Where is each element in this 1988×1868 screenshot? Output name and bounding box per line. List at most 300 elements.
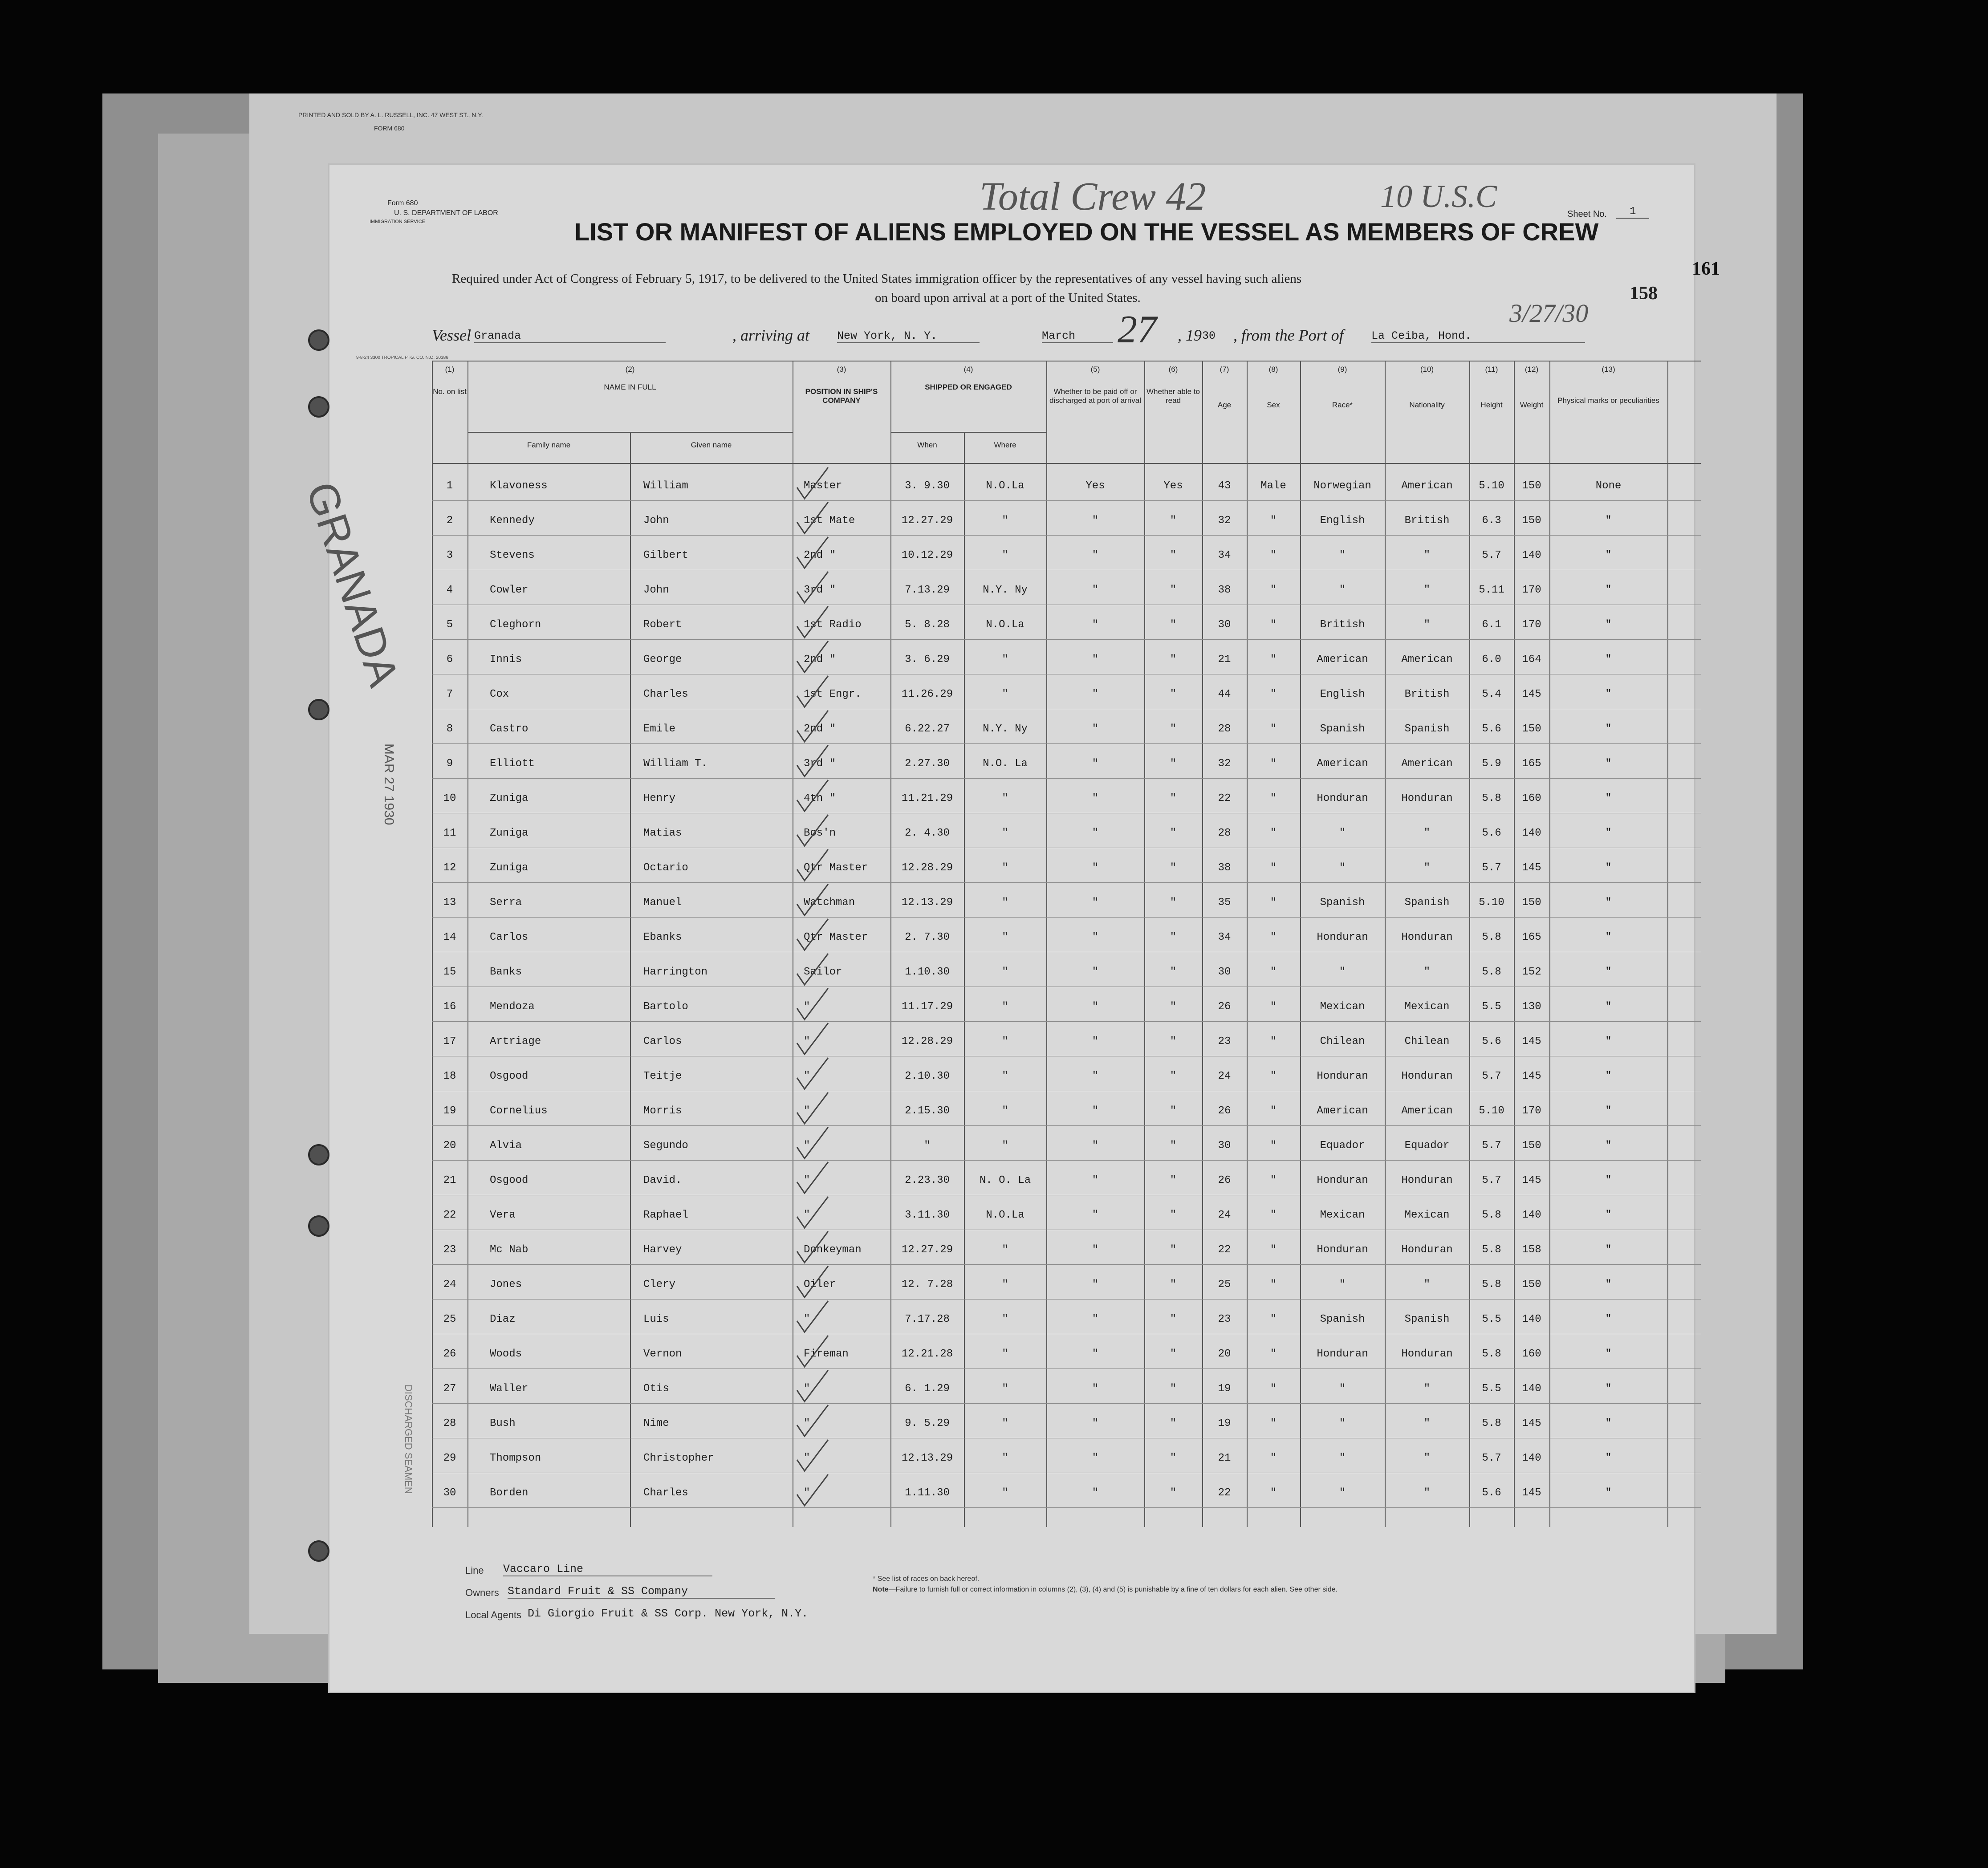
cell-height: 5.8 — [1482, 931, 1501, 943]
requirement-line-1: Required under Act of Congress of February 5, 1917, to be delivered to the United States immigration officer by the representatives of any vessel having such aliens — [452, 272, 1302, 286]
cell-given: Charles — [643, 688, 688, 700]
cell-marks: " — [1605, 654, 1612, 666]
cell-height: 5.9 — [1482, 758, 1501, 770]
cell-family: Elliott — [490, 758, 535, 770]
cell-sex: " — [1270, 584, 1277, 596]
cell-where: " — [1002, 1279, 1008, 1291]
cell-race: Honduran — [1317, 1348, 1368, 1360]
cell-position: 3rd " — [804, 584, 836, 596]
col2a-header: Family name — [527, 441, 571, 449]
discharged-stamp: DISCHARGED SEAMEN — [403, 1385, 414, 1494]
cell-nationality: Honduran — [1401, 1174, 1453, 1186]
cell-weight: 145 — [1522, 1487, 1541, 1499]
cell-sex: " — [1270, 1001, 1277, 1013]
cell-sex: " — [1270, 723, 1277, 735]
col2b-header: Given name — [691, 441, 732, 449]
cell-marks: " — [1605, 515, 1612, 527]
cell-nationality: British — [1404, 515, 1450, 527]
cell-nationality: Spanish — [1404, 897, 1450, 909]
cell-height: 5.8 — [1482, 792, 1501, 804]
cell-nationality: Honduran — [1401, 792, 1453, 804]
cell-when: " — [924, 1140, 931, 1152]
cell-position: " — [804, 1001, 810, 1013]
cell-family: Osgood — [490, 1174, 529, 1186]
cell-read: " — [1170, 966, 1177, 978]
cell-where: " — [1002, 1417, 1008, 1429]
cell-sex: Male — [1260, 480, 1286, 492]
cell-marks: " — [1605, 1313, 1612, 1325]
cell-when: 11.26.29 — [901, 688, 953, 700]
cell-when: 2. 7.30 — [905, 931, 950, 943]
col4a-header: When — [917, 441, 937, 449]
cell-sex: " — [1270, 688, 1277, 700]
cell-when: 2.15.30 — [905, 1105, 950, 1117]
cell-race: " — [1339, 1487, 1346, 1499]
cell-read: " — [1170, 688, 1177, 700]
row-divider — [432, 639, 1701, 640]
check-mark-icon — [795, 1366, 830, 1406]
form-number: Form 680 — [387, 199, 418, 207]
cell-weight: 160 — [1522, 1348, 1541, 1360]
cell-nationality: " — [1423, 1487, 1431, 1499]
cell-age: 19 — [1218, 1383, 1231, 1395]
service: IMMIGRATION SERVICE — [370, 219, 425, 224]
cell-marks: " — [1605, 1105, 1612, 1117]
cell-where: " — [1002, 515, 1008, 527]
col13-header: Physical marks or peculiarities — [1557, 396, 1659, 405]
col5-header: Whether to be paid off or discharged at port of arrival — [1049, 387, 1141, 405]
cell-sex: " — [1270, 862, 1277, 874]
cell-where: N.O. La — [983, 758, 1028, 770]
requirement-line-2: on board upon arrival at a port of the United States. — [875, 291, 1141, 305]
check-mark-icon — [795, 1192, 830, 1232]
cell-sex: " — [1270, 1174, 1277, 1186]
cell-when: 5. 8.28 — [905, 619, 950, 631]
cell-marks: " — [1605, 758, 1612, 770]
cell-sex: " — [1270, 931, 1277, 943]
cell-paid: " — [1092, 549, 1099, 561]
cell-read: " — [1170, 897, 1177, 909]
cell-weight: 150 — [1522, 897, 1541, 909]
cell-when: 7.17.28 — [905, 1313, 950, 1325]
cell-paid: " — [1092, 827, 1099, 839]
cell-where: " — [1002, 792, 1008, 804]
cell-where: " — [1002, 1348, 1008, 1360]
cell-weight: 150 — [1522, 723, 1541, 735]
cell-paid: " — [1092, 1209, 1099, 1221]
cell-age: 21 — [1218, 654, 1231, 666]
cell-age: 30 — [1218, 619, 1231, 631]
cell-nationality: Honduran — [1401, 1244, 1453, 1256]
cell-position: Oiler — [804, 1279, 836, 1291]
cell-family: Innis — [490, 654, 522, 666]
cell-no: 3 — [446, 549, 453, 561]
cell-no: 6 — [446, 654, 453, 666]
cell-weight: 145 — [1522, 1417, 1541, 1429]
check-mark-icon — [795, 602, 830, 642]
footer-note — [873, 1586, 1338, 1594]
cell-family: Artriage — [490, 1036, 541, 1048]
col11-header: Height — [1480, 401, 1503, 409]
cell-sex: " — [1270, 1417, 1277, 1429]
cell-sex: " — [1270, 1244, 1277, 1256]
cell-weight: 165 — [1522, 758, 1541, 770]
cell-nationality: Honduran — [1401, 1348, 1453, 1360]
cell-race: Honduran — [1317, 792, 1368, 804]
cell-marks: " — [1605, 827, 1612, 839]
cell-marks: " — [1605, 1140, 1612, 1152]
cell-height: 5.8 — [1482, 1348, 1501, 1360]
cell-position: 2nd " — [804, 723, 836, 735]
cell-race: " — [1339, 549, 1346, 561]
cell-height: 6.1 — [1482, 619, 1501, 631]
cell-given: Bartolo — [643, 1001, 688, 1013]
binder-hole — [308, 699, 329, 720]
check-mark-icon — [795, 1262, 830, 1302]
check-mark-icon — [795, 880, 830, 920]
cell-family: Bush — [490, 1417, 516, 1429]
cell-race: American — [1317, 654, 1368, 666]
cell-height: 5.10 — [1479, 897, 1504, 909]
cell-nationality: " — [1423, 966, 1431, 978]
arrival-month: March — [1042, 329, 1113, 343]
cell-given: Clery — [643, 1279, 676, 1291]
cell-age: 43 — [1218, 480, 1231, 492]
cell-paid: " — [1092, 792, 1099, 804]
binder-hole — [308, 1540, 329, 1562]
cell-weight: 150 — [1522, 1279, 1541, 1291]
cell-sex: " — [1270, 827, 1277, 839]
cell-given: Gilbert — [643, 549, 688, 561]
cell-weight: 140 — [1522, 1209, 1541, 1221]
cell-nationality: Mexican — [1404, 1001, 1450, 1013]
cell-family: Cleghorn — [490, 619, 541, 631]
cell-where: " — [1002, 1105, 1008, 1117]
cell-nationality: " — [1423, 584, 1431, 596]
cell-nationality: Spanish — [1404, 723, 1450, 735]
footnote-races: * See list of races on back hereof. — [873, 1575, 980, 1583]
cell-age: 32 — [1218, 515, 1231, 527]
cell-position: " — [804, 1070, 810, 1082]
cell-height: 5.8 — [1482, 1244, 1501, 1256]
cell-paid: " — [1092, 1001, 1099, 1013]
cell-paid: " — [1092, 1244, 1099, 1256]
check-mark-icon — [795, 1470, 830, 1510]
cell-race: " — [1339, 1417, 1346, 1429]
sheet-label: Sheet No. — [1567, 209, 1607, 219]
cell-weight: 145 — [1522, 1174, 1541, 1186]
cell-marks: " — [1605, 1070, 1612, 1082]
cell-paid: " — [1092, 688, 1099, 700]
binder-hole — [308, 1144, 329, 1165]
line-label: Line — [465, 1565, 484, 1576]
cell-where: N.O.La — [986, 1209, 1024, 1221]
cell-nationality: " — [1423, 862, 1431, 874]
cell-no: 13 — [443, 897, 456, 909]
cell-when: 3. 9.30 — [905, 480, 950, 492]
cell-position: Watchman — [804, 897, 855, 909]
cell-given: John — [643, 515, 669, 527]
cell-weight: 170 — [1522, 1105, 1541, 1117]
cell-when: 12.13.29 — [901, 1452, 953, 1464]
cell-height: 5.11 — [1479, 584, 1504, 596]
cell-family: Banks — [490, 966, 522, 978]
cell-marks: " — [1605, 619, 1612, 631]
cell-when: 2. 4.30 — [905, 827, 950, 839]
cell-race: Equador — [1320, 1140, 1365, 1152]
cell-family: Cox — [490, 688, 509, 700]
check-mark-icon — [795, 671, 830, 711]
cell-read: " — [1170, 1417, 1177, 1429]
cell-when: 12.28.29 — [901, 1036, 953, 1048]
cell-race: " — [1339, 827, 1346, 839]
cell-weight: 170 — [1522, 619, 1541, 631]
check-mark-icon — [795, 706, 830, 746]
cell-sex: " — [1270, 549, 1277, 561]
cell-race: Honduran — [1317, 1174, 1368, 1186]
cell-read: " — [1170, 827, 1177, 839]
cell-position: " — [804, 1417, 810, 1429]
cell-height: 5.7 — [1482, 862, 1501, 874]
vessel-label: Vessel — [432, 326, 471, 344]
cell-family: Thompson — [490, 1452, 541, 1464]
handwritten-date: 3/27/30 — [1509, 299, 1589, 328]
cell-position: Donkeyman — [804, 1244, 862, 1256]
col12-number: (12) — [1525, 365, 1539, 374]
department: U. S. DEPARTMENT OF LABOR — [394, 209, 498, 217]
cell-age: 26 — [1218, 1105, 1231, 1117]
cell-no: 22 — [443, 1209, 456, 1221]
cell-marks: " — [1605, 584, 1612, 596]
cell-when: 3.11.30 — [905, 1209, 950, 1221]
cell-height: 5.7 — [1482, 1140, 1501, 1152]
vessel-stamp: GRANADA — [297, 476, 408, 692]
cell-race: American — [1317, 758, 1368, 770]
back-form-label: FORM 680 — [374, 125, 405, 132]
cell-sex: " — [1270, 1313, 1277, 1325]
cell-height: 5.10 — [1479, 480, 1504, 492]
col6-number: (6) — [1168, 365, 1178, 374]
cell-paid: " — [1092, 758, 1099, 770]
row-divider — [432, 1264, 1701, 1265]
col4-header: SHIPPED OR ENGAGED — [925, 383, 1012, 391]
cell-where: " — [1002, 1383, 1008, 1395]
cell-height: 5.8 — [1482, 966, 1501, 978]
note-text: —Failure to furnish full or correct information in columns (2), (3), (4) and (5) is punishable by a fine of ten dollars for each alien. See other side. — [888, 1586, 1338, 1593]
cell-no: 18 — [443, 1070, 456, 1082]
cell-no: 1 — [446, 480, 453, 492]
cell-race: " — [1339, 862, 1346, 874]
cell-family: Waller — [490, 1383, 529, 1395]
row-divider — [432, 1125, 1701, 1126]
cell-height: 5.8 — [1482, 1417, 1501, 1429]
cell-read: " — [1170, 654, 1177, 666]
cell-no: 27 — [443, 1383, 456, 1395]
cell-no: 7 — [446, 688, 453, 700]
cell-nationality: Mexican — [1404, 1209, 1450, 1221]
cell-race: Honduran — [1317, 931, 1368, 943]
cell-no: 11 — [443, 827, 456, 839]
cell-race: Honduran — [1317, 1244, 1368, 1256]
cell-weight: 145 — [1522, 688, 1541, 700]
row-divider — [432, 743, 1701, 744]
cell-marks: " — [1605, 1174, 1612, 1186]
cell-family: Zuniga — [490, 827, 529, 839]
cell-race: American — [1317, 1105, 1368, 1117]
cell-family: Serra — [490, 897, 522, 909]
cell-sex: " — [1270, 654, 1277, 666]
row-divider — [432, 535, 1701, 536]
cell-position: " — [804, 1105, 810, 1117]
check-mark-icon — [795, 1401, 830, 1441]
cell-sex: " — [1270, 897, 1277, 909]
cell-when: 12.13.29 — [901, 897, 953, 909]
cell-race: British — [1320, 619, 1365, 631]
cell-given: William T. — [643, 758, 708, 770]
cell-sex: " — [1270, 1209, 1277, 1221]
cell-paid: " — [1092, 1313, 1099, 1325]
cell-position: " — [804, 1036, 810, 1048]
from-port-label: , from the Port of — [1233, 326, 1344, 344]
cell-weight: 130 — [1522, 1001, 1541, 1013]
cell-where: " — [1002, 1313, 1008, 1325]
cell-given: John — [643, 584, 669, 596]
cell-race: Spanish — [1320, 897, 1365, 909]
cell-given: Harrington — [643, 966, 708, 978]
cell-read: " — [1170, 1313, 1177, 1325]
cell-sex: " — [1270, 1452, 1277, 1464]
cell-family: Zuniga — [490, 862, 529, 874]
cell-height: 5.10 — [1479, 1105, 1504, 1117]
cell-family: Kennedy — [490, 515, 535, 527]
cell-sex: " — [1270, 966, 1277, 978]
cell-marks: " — [1605, 1244, 1612, 1256]
cell-race: " — [1339, 584, 1346, 596]
cell-given: Harvey — [643, 1244, 682, 1256]
cell-height: 5.7 — [1482, 1452, 1501, 1464]
row-divider — [432, 778, 1701, 779]
cell-age: 24 — [1218, 1209, 1231, 1221]
sheet-number: 1 — [1616, 206, 1649, 219]
cell-nationality: American — [1401, 758, 1453, 770]
cell-weight: 140 — [1522, 549, 1541, 561]
cell-when: 7.13.29 — [905, 584, 950, 596]
cell-where: " — [1002, 931, 1008, 943]
cell-nationality: Equador — [1404, 1140, 1450, 1152]
cell-height: 5.7 — [1482, 549, 1501, 561]
cell-race: " — [1339, 1279, 1346, 1291]
cell-no: 15 — [443, 966, 456, 978]
cell-given: David. — [643, 1174, 682, 1186]
cell-when: 12.27.29 — [901, 515, 953, 527]
cell-no: 30 — [443, 1487, 456, 1499]
cell-when: 2.27.30 — [905, 758, 950, 770]
cell-height: 5.4 — [1482, 688, 1501, 700]
cell-read: " — [1170, 1348, 1177, 1360]
cell-where: " — [1002, 654, 1008, 666]
cell-family: Borden — [490, 1487, 529, 1499]
cell-given: Luis — [643, 1313, 669, 1325]
col11-number: (11) — [1485, 365, 1498, 374]
cell-where: " — [1002, 688, 1008, 700]
cell-position: Qtr Master — [804, 931, 868, 943]
cell-marks: " — [1605, 1279, 1612, 1291]
cell-where: N. O. La — [979, 1174, 1031, 1186]
printer-code: 9-8-24 3300 TROPICAL PTG. CO. N.O. 20386 — [356, 355, 448, 360]
cell-where: " — [1002, 827, 1008, 839]
cell-race: " — [1339, 966, 1346, 978]
cell-where: " — [1002, 1140, 1008, 1152]
cell-where: " — [1002, 1001, 1008, 1013]
cell-position: 4th " — [804, 792, 836, 804]
cell-when: 12. 7.28 — [901, 1279, 953, 1291]
check-mark-icon — [795, 984, 830, 1024]
check-mark-icon — [795, 1088, 830, 1128]
cell-nationality: " — [1423, 1417, 1431, 1429]
col1-number: (1) — [445, 365, 455, 374]
check-mark-icon — [795, 1331, 830, 1371]
cell-marks: None — [1595, 480, 1622, 492]
check-mark-icon — [795, 498, 830, 538]
cell-paid: " — [1092, 515, 1099, 527]
cell-family: Diaz — [490, 1313, 516, 1325]
cell-race: " — [1339, 1383, 1346, 1395]
cell-weight: 165 — [1522, 931, 1541, 943]
cell-when: 2.10.30 — [905, 1070, 950, 1082]
cell-marks: " — [1605, 1417, 1612, 1429]
row-divider — [432, 500, 1701, 501]
cell-weight: 150 — [1522, 515, 1541, 527]
cell-paid: " — [1092, 1036, 1099, 1048]
check-mark-icon — [795, 776, 830, 816]
cell-no: 20 — [443, 1140, 456, 1152]
binder-hole — [308, 396, 329, 418]
cell-family: Zuniga — [490, 792, 529, 804]
cell-race: " — [1339, 1452, 1346, 1464]
cell-paid: " — [1092, 654, 1099, 666]
cell-position: 1st Radio — [804, 619, 862, 631]
cell-read: " — [1170, 1070, 1177, 1082]
cell-given: Otis — [643, 1383, 669, 1395]
date-stamp: MAR 27 1930 — [382, 743, 396, 825]
cell-marks: " — [1605, 897, 1612, 909]
cell-read: " — [1170, 792, 1177, 804]
cell-no: 2 — [446, 515, 453, 527]
cell-sex: " — [1270, 792, 1277, 804]
cell-paid: Yes — [1085, 480, 1105, 492]
cell-where: " — [1002, 549, 1008, 561]
cell-paid: " — [1092, 1487, 1099, 1499]
cell-read: " — [1170, 515, 1177, 527]
note-label: Note — [873, 1586, 889, 1593]
cell-no: 4 — [446, 584, 453, 596]
row-divider — [432, 882, 1701, 883]
cell-age: 26 — [1218, 1001, 1231, 1013]
col6-header: Whether able to read — [1146, 387, 1200, 405]
cell-family: Cowler — [490, 584, 529, 596]
cell-paid: " — [1092, 897, 1099, 909]
cell-weight: 145 — [1522, 862, 1541, 874]
cell-position: 1st Engr. — [804, 688, 862, 700]
col13-number: (13) — [1602, 365, 1615, 374]
agents-value: Di Giorgio Fruit & SS Corp. New York, N.Y. — [528, 1607, 809, 1620]
cell-position: 2nd " — [804, 549, 836, 561]
cell-paid: " — [1092, 1070, 1099, 1082]
cell-no: 28 — [443, 1417, 456, 1429]
cell-paid: " — [1092, 862, 1099, 874]
cell-race: Honduran — [1317, 1070, 1368, 1082]
cell-race: Spanish — [1320, 723, 1365, 735]
